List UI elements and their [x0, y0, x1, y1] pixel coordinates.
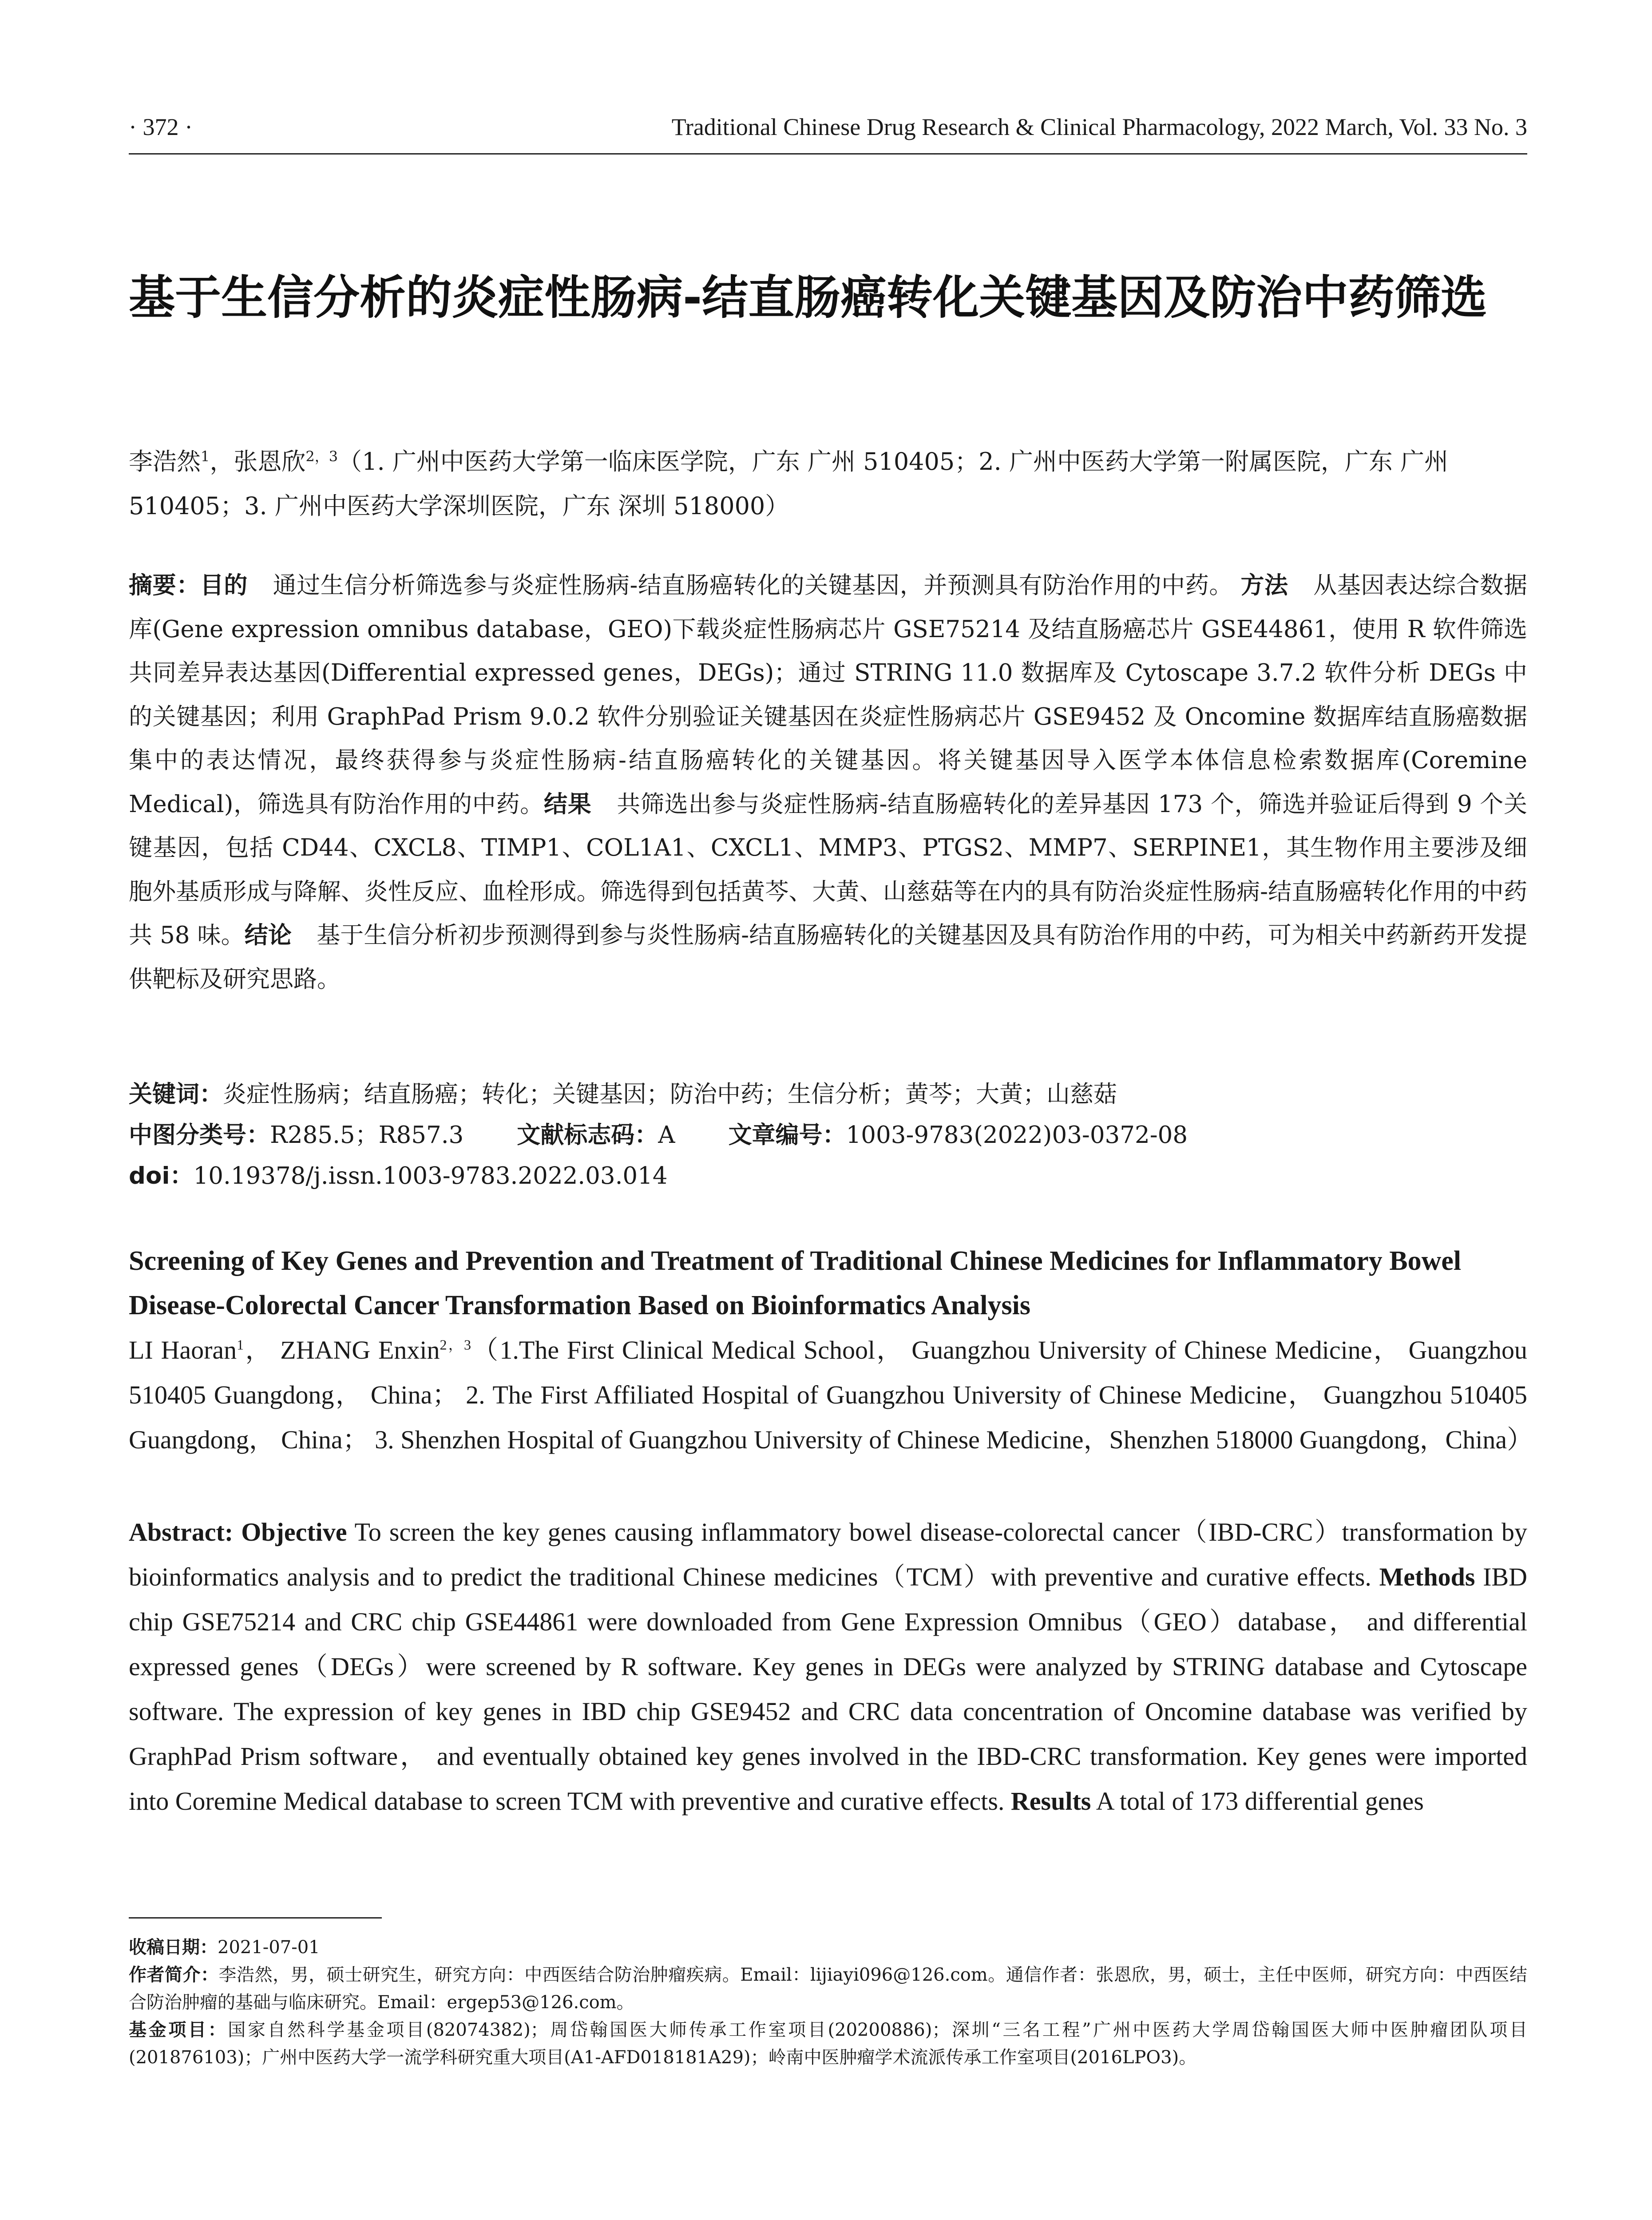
- funding: 基金项目：国家自然科学基金项目(82074382)；周岱翰国医大师传承工作室项目(20200886)；深圳“三名工程”广州中医药大学周岱翰国医大师中医肿瘤团队项目(201876103)；广州中医药大学一流学科研究重大项目(A1-AFD018181A29)；岭南中医肿瘤学术流派传承工作室项目(2016LPO3)。: [129, 2020, 1527, 2068]
- results-label: 结果: [543, 790, 592, 818]
- author-superscript: 1: [237, 1336, 244, 1353]
- article-number-label: 文章编号：: [728, 1122, 846, 1149]
- author-name: 张恩欣: [234, 448, 306, 476]
- doi-value: 10.19378/j.issn.1003-9783.2022.03.014: [193, 1162, 668, 1189]
- footnote-rule: [129, 1917, 382, 1919]
- chinese-authors: [129, 440, 1527, 528]
- results-text: A total of 173 differential genes: [1096, 1787, 1424, 1816]
- objective-text: To screen the key genes causing inflammatory bowel disease-colorectal cancer（IBD-CRC）transformation by bioinformatics analysis and to predict the traditional Chinese medicines（TCM）with preventive and curative effects.: [129, 1518, 1528, 1591]
- received-date: 收稿日期：2021-07-01: [129, 1937, 320, 1958]
- clc-label: 中图分类号：: [129, 1122, 270, 1149]
- author-separator: ，: [244, 1336, 281, 1364]
- english-abstract: [129, 1510, 1527, 1824]
- english-title: Screening of Key Genes and Prevention and Treatment of Traditional Chinese Medicines for Inflammatory Bowel Disease-Colorectal Cancer Transformation Based on Bioinformatics Analysis: [129, 1246, 1462, 1320]
- page-number: · 372 ·: [129, 114, 193, 140]
- objective-label: Objective: [241, 1518, 347, 1546]
- article-number-value: 1003-9783(2022)03-0372-08: [846, 1122, 1188, 1149]
- methods-label: Methods: [1379, 1562, 1475, 1591]
- keywords-text: 炎症性肠病；结直肠癌；转化；关键基因；防治中药；生信分析；黄芩；大黄；山慈菇: [223, 1081, 1117, 1108]
- author-separator: ，: [210, 448, 234, 476]
- abstract-label: 摘要：: [129, 572, 200, 599]
- abstract-label: Abstract:: [129, 1518, 234, 1546]
- author-affiliations: （1. 广州中医药大学第一临床医学院，广东 广州 510405；2. 广州中医药大学第一附属医院，广东 广州 510405；3. 广州中医药大学深圳医院，广东 深圳 518000）: [129, 448, 1449, 520]
- footnotes: [129, 1934, 1527, 2071]
- header-rule: [129, 153, 1527, 155]
- author-superscript: 1: [201, 448, 210, 465]
- doi-label: doi：: [129, 1162, 194, 1189]
- author-bio: 作者简介：李浩然，男，硕士研究生，研究方向：中西医结合防治肿瘤疾病。Email：lijiayi096@126.com。通信作者：张恩欣，男，硕士，主任中医师，研究方向：中西医结合防治肿瘤的基础与临床研究。Email：ergep53@126.com。: [129, 1965, 1527, 2013]
- methods-text: IBD chip GSE75214 and CRC chip GSE44861 were downloaded from Gene Expression Omnibus（GEO）database， and differential expressed genes（DEGs）were screened by R software. Key genes in DEGs were analyzed by STRING database and Cytoscape software. The expression of key genes in IBD chip GSE9452 and CRC data concentration of Oncomine database was verified by GraphPad Prism software， and eventually obtained key genes involved in the IBD-CRC transformation. Key genes were imported into Coremine Medical database to screen TCM with preventive and curative effects.: [129, 1562, 1528, 1816]
- keywords-line: [129, 1074, 1527, 1114]
- methods-text: 从基因表达综合数据库(Gene expression omnibus database，GEO)下载炎症性肠病芯片 GSE75214 及结直肠癌芯片 GSE44861，使用 R 软件筛选共同差异表达基因(Differential expressed genes，DEGs)；通过 STRING 11.0 数据库及 Cytoscape 3.7.2 软件分析 DEGs 中的关键基因；利用 GraphPad Prism 9.0.2 软件分别验证关键基因在炎症性肠病芯片 GSE9452 及 Oncomine 数据库结直肠癌数据集中的表达情况，最终获得参与炎症性肠病-结直肠癌转化的关键基因。将关键基因导入医学本体信息检索数据库(Coremine Medical)，筛选具有防治作用的中药。: [129, 572, 1528, 818]
- objective-text: 通过生信分析筛选参与炎症性肠病-结直肠癌转化的关键基因，并预测具有防治作用的中药。: [273, 572, 1233, 599]
- chinese-abstract: [129, 564, 1527, 1001]
- document-code-value: A: [658, 1122, 675, 1149]
- author-superscript: 2，3: [440, 1336, 471, 1353]
- methods-label: 方法: [1240, 572, 1288, 599]
- english-authors: [129, 1328, 1533, 1462]
- conclusion-label: 结论: [244, 922, 292, 949]
- results-text: 共筛选出参与炎症性肠病-结直肠癌转化的差异基因 173 个，筛选并验证后得到 9 个关键基因，包括 CD44、CXCL8、TIMP1、COL1A1、CXCL1、MMP3、PTGS2、MMP7、SERPINE1，其生物作用主要涉及细胞外基质形成与降解、炎性反应、血栓形成。筛选得到包括黄芩、大黄、山慈菇等在内的具有防治炎症性肠病-结直肠癌转化作用的中药共 58 味。: [129, 790, 1528, 949]
- objective-label: 目的: [200, 572, 248, 599]
- doi-line: [129, 1156, 1527, 1196]
- author-name: LI Haoran: [129, 1336, 237, 1364]
- author-affiliations: （1.The First Clinical Medical School， Guangzhou University of Chinese Medicine， Guangzhou 510405 Guangdong， China； 2. The First Affiliated Hospital of Guangzhou University of Chinese Medicine， Guangzhou 510405 Guangdong， China； 3. Shenzhen Hospital of Guangzhou University of Chinese Medicine，Shenzhen 518000 Guangdong，China）: [129, 1336, 1533, 1454]
- journal-citation: Traditional Chinese Drug Research & Clinical Pharmacology, 2022 March, Vol. 33 No. 3: [671, 114, 1527, 140]
- classification-line: [129, 1115, 1527, 1155]
- conclusion-text: 基于生信分析初步预测得到参与炎性肠病-结直肠癌转化的关键基因及具有防治作用的中药，可为相关中药新药开发提供靶标及研究思路。: [129, 922, 1528, 993]
- author-superscript: 2，3: [305, 448, 338, 465]
- document-code-label: 文献标志码：: [517, 1122, 658, 1149]
- results-label: Results: [1010, 1787, 1091, 1816]
- author-name: 李浩然: [129, 448, 201, 476]
- page-header: [129, 113, 1527, 153]
- chinese-title: 基于生信分析的炎症性肠病-结直肠癌转化关键基因及防治中药筛选: [129, 270, 1487, 325]
- clc-value: R285.5；R857.3: [270, 1122, 464, 1149]
- author-name: ZHANG Enxin: [280, 1336, 440, 1364]
- keywords-label: 关键词：: [129, 1081, 223, 1108]
